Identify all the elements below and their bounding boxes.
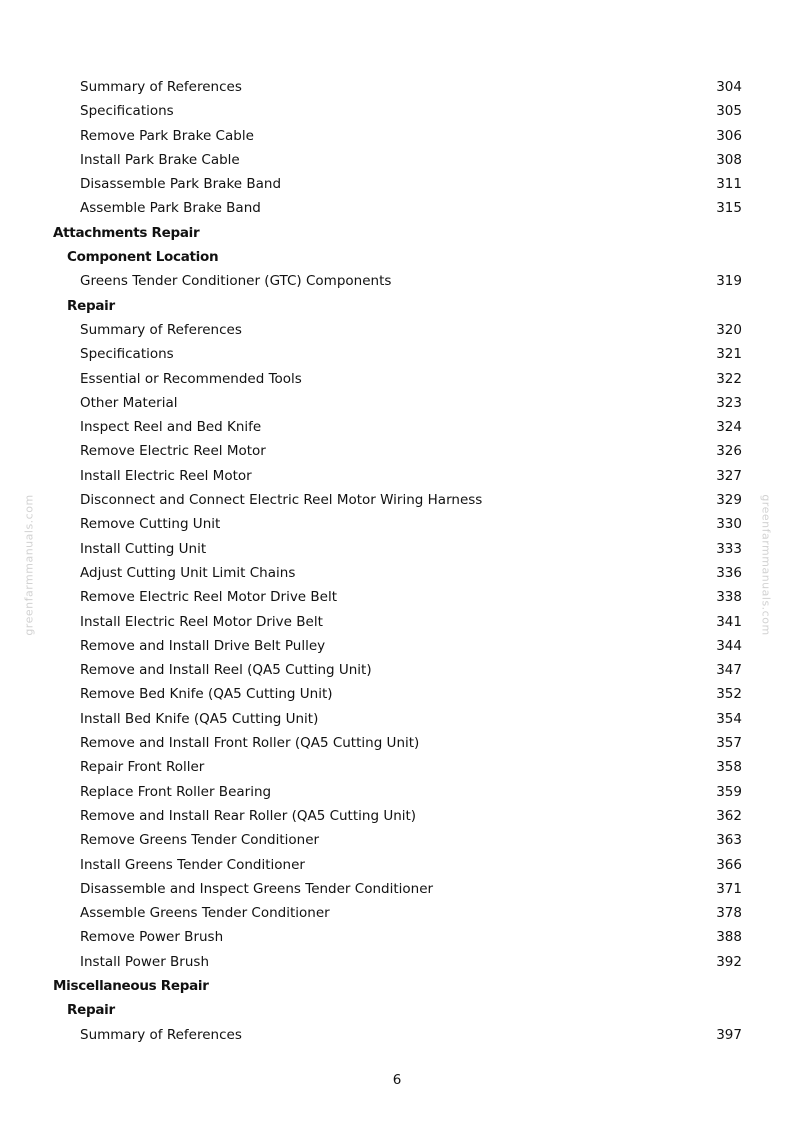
- toc-subsection-heading: [0, 245, 794, 269]
- toc-entry[interactable]: [0, 853, 794, 877]
- toc-entry-page: 352: [716, 686, 742, 703]
- toc-entry-title: Remove Greens Tender Conditioner: [80, 832, 320, 849]
- toc-entry-page: 392: [716, 953, 742, 970]
- toc-entry-page: 347: [716, 662, 742, 679]
- toc-entry-title: Install Power Brush: [80, 953, 209, 970]
- toc-entry-title: Disconnect and Connect Electric Reel Motor Wiring Harness: [80, 492, 483, 509]
- toc-entry-title: Specifications: [80, 103, 174, 120]
- toc-entry[interactable]: [0, 682, 794, 706]
- toc-entry-title: Summary of References: [80, 79, 242, 95]
- toc-entry-page: 329: [716, 492, 742, 509]
- toc-entry[interactable]: [0, 172, 794, 196]
- toc-entry-title: Specifications: [80, 346, 174, 363]
- toc-entry-title: Repair: [67, 297, 115, 314]
- toc-subsection-heading: [0, 294, 794, 318]
- toc-entry-title: Assemble Park Brake Band: [80, 200, 261, 217]
- toc-entry-title: Disassemble and Inspect Greens Tender Conditioner: [80, 880, 434, 897]
- toc-entry-title: Remove Electric Reel Motor Drive Belt: [80, 589, 338, 606]
- toc-entry-page: 371: [716, 880, 742, 897]
- toc-entry-title: Disassemble Park Brake Band: [80, 176, 282, 193]
- toc-entry[interactable]: [0, 780, 794, 804]
- toc-entry[interactable]: [0, 488, 794, 512]
- toc-entry[interactable]: [0, 439, 794, 463]
- toc-entry-title: Repair Front Roller: [80, 759, 205, 776]
- toc-entry-page: 323: [716, 394, 742, 411]
- toc-subsection-heading: [0, 998, 794, 1022]
- toc-entry-page: 320: [716, 321, 742, 338]
- toc-entry[interactable]: [0, 561, 794, 585]
- toc-entry-title: Repair: [67, 1002, 115, 1019]
- toc-entry[interactable]: [0, 318, 794, 342]
- toc-entry-page: 333: [716, 540, 742, 557]
- toc-section-heading: [0, 974, 794, 998]
- toc-entry[interactable]: [0, 464, 794, 488]
- toc-entry-page: 354: [716, 710, 742, 727]
- toc-entry-page: 321: [716, 346, 742, 363]
- toc-entry-page: 306: [716, 127, 742, 144]
- toc-entry[interactable]: [0, 755, 794, 779]
- toc-entry[interactable]: [0, 877, 794, 901]
- toc-entry[interactable]: [0, 950, 794, 974]
- toc-entry-title: Assemble Greens Tender Conditioner: [80, 905, 330, 922]
- toc-entry-page: 397: [716, 1026, 742, 1043]
- toc-entry[interactable]: [0, 124, 794, 148]
- toc-entry-page: 336: [716, 564, 742, 581]
- toc-entry[interactable]: [0, 1023, 794, 1047]
- toc-entry-page: 305: [716, 103, 742, 120]
- toc-entry[interactable]: [0, 415, 794, 439]
- toc-entry-title: Remove Electric Reel Motor: [80, 443, 266, 460]
- toc-entry-page: 327: [716, 467, 742, 484]
- toc-entry[interactable]: [0, 828, 794, 852]
- toc-entry-title: Adjust Cutting Unit Limit Chains: [80, 564, 296, 581]
- toc-entry[interactable]: [0, 391, 794, 415]
- toc-entry-page: 378: [716, 905, 742, 922]
- toc-entry-title: Install Electric Reel Motor: [80, 467, 252, 484]
- toc-entry-page: 341: [716, 613, 742, 630]
- toc-entry-title: Remove Cutting Unit: [80, 516, 221, 533]
- toc-entry-page: 363: [716, 832, 742, 849]
- toc-entry[interactable]: [0, 610, 794, 634]
- toc-entry-title: Attachments Repair: [53, 224, 200, 241]
- toc-entry[interactable]: [0, 342, 794, 366]
- toc-entry-title: Summary of References: [80, 1026, 242, 1043]
- toc-entry[interactable]: [0, 634, 794, 658]
- toc-entry-title: Remove and Install Drive Belt Pulley: [80, 637, 326, 654]
- toc-entry-page: 357: [716, 735, 742, 752]
- table-of-contents: [0, 75, 794, 1047]
- toc-entry-page: 319: [716, 273, 742, 290]
- toc-entry-page: 324: [716, 419, 742, 436]
- toc-entry-title: Component Location: [67, 249, 219, 266]
- toc-entry[interactable]: [0, 925, 794, 949]
- page-number: 6: [392, 1072, 402, 1088]
- toc-entry-page: 330: [716, 516, 742, 533]
- toc-section-heading: [0, 221, 794, 245]
- watermark-left: greenfarmmanuals.com: [22, 494, 36, 636]
- toc-entry[interactable]: [0, 707, 794, 731]
- toc-entry-title: Remove Bed Knife (QA5 Cutting Unit): [80, 686, 333, 703]
- toc-entry-title: Remove and Install Rear Roller (QA5 Cutting Unit): [80, 807, 417, 824]
- toc-entry[interactable]: [0, 585, 794, 609]
- toc-entry[interactable]: [0, 512, 794, 536]
- toc-entry-title: Essential or Recommended Tools: [80, 370, 302, 387]
- toc-entry-page: 388: [716, 929, 742, 946]
- toc-entry-page: 359: [716, 783, 742, 800]
- toc-entry-page: 362: [716, 807, 742, 824]
- toc-entry[interactable]: [0, 99, 794, 123]
- toc-entry-title: Install Bed Knife (QA5 Cutting Unit): [80, 710, 319, 727]
- toc-entry[interactable]: [0, 269, 794, 293]
- toc-entry-page: 322: [716, 370, 742, 387]
- toc-entry[interactable]: [0, 901, 794, 925]
- toc-entry-title: Install Greens Tender Conditioner: [80, 856, 305, 873]
- toc-entry-page: 304: [716, 79, 742, 95]
- toc-entry-title: Remove Park Brake Cable: [80, 127, 254, 144]
- toc-entry-page: 344: [716, 637, 742, 654]
- toc-entry[interactable]: [0, 658, 794, 682]
- toc-entry-title: Remove Power Brush: [80, 929, 224, 946]
- toc-entry-title: Miscellaneous Repair: [53, 977, 209, 994]
- toc-entry[interactable]: [0, 537, 794, 561]
- toc-entry-title: Install Park Brake Cable: [80, 151, 240, 168]
- toc-entry[interactable]: [0, 148, 794, 172]
- toc-entry[interactable]: [0, 804, 794, 828]
- toc-entry-page: 338: [716, 589, 742, 606]
- toc-entry-page: 311: [716, 176, 742, 193]
- toc-entry-title: Greens Tender Conditioner (GTC) Components: [80, 273, 392, 290]
- toc-entry-page: 315: [716, 200, 742, 217]
- toc-entry[interactable]: [0, 367, 794, 391]
- toc-entry-page: 308: [716, 151, 742, 168]
- toc-entry-page: 366: [716, 856, 742, 873]
- toc-entry-title: Summary of References: [80, 321, 242, 338]
- toc-entry-title: Remove and Install Front Roller (QA5 Cutting Unit): [80, 735, 420, 752]
- toc-entry-title: Replace Front Roller Bearing: [80, 783, 272, 800]
- toc-entry[interactable]: [0, 731, 794, 755]
- toc-entry-title: Other Material: [80, 394, 178, 411]
- toc-entry-title: Install Electric Reel Motor Drive Belt: [80, 613, 323, 630]
- toc-entry[interactable]: [0, 196, 794, 220]
- toc-entry[interactable]: [0, 75, 794, 99]
- watermark-right: greenfarmmanuals.com: [759, 494, 773, 636]
- toc-entry-title: Remove and Install Reel (QA5 Cutting Unit): [80, 662, 372, 679]
- toc-entry-page: 358: [716, 759, 742, 776]
- toc-entry-title: Install Cutting Unit: [80, 540, 207, 557]
- toc-entry-page: 326: [716, 443, 742, 460]
- toc-entry-title: Inspect Reel and Bed Knife: [80, 419, 262, 436]
